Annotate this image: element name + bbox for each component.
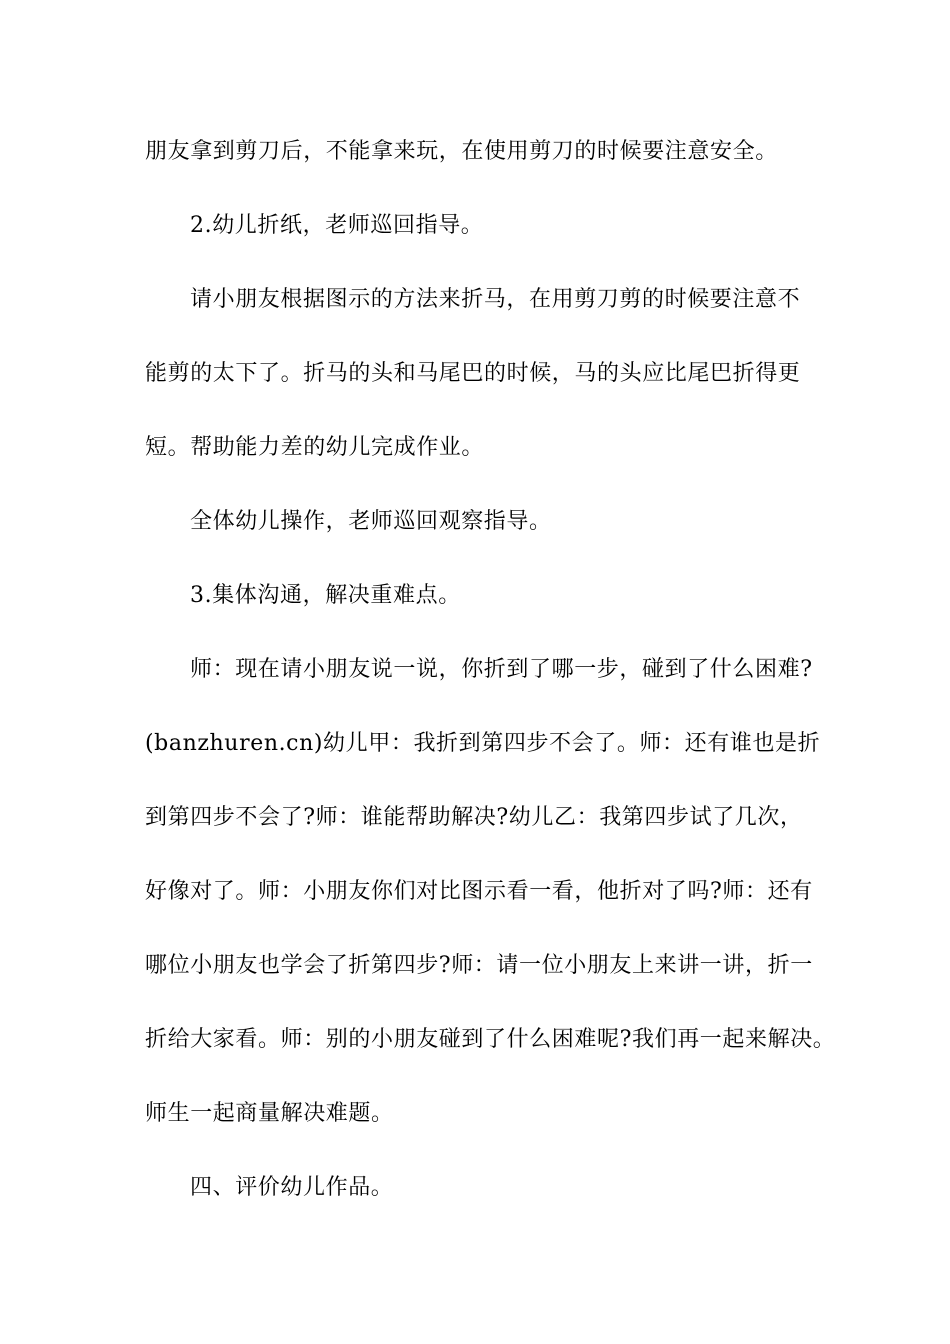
paragraph-line: 到第四步不会了?师：谁能帮助解决?幼儿乙：我第四步试了几次， bbox=[145, 805, 803, 830]
step-heading: 3.集体沟通，解决重难点。 bbox=[190, 583, 461, 608]
paragraph-line: 全体幼儿操作，老师巡回观察指导。 bbox=[190, 509, 552, 534]
paragraph-line: 请小朋友根据图示的方法来折马，在用剪刀剪的时候要注意不 bbox=[190, 287, 801, 312]
paragraph-line: 短。帮助能力差的幼儿完成作业。 bbox=[145, 435, 485, 460]
paragraph-line: 师生一起商量解决难题。 bbox=[145, 1101, 394, 1126]
paragraph-line: 折给大家看。师：别的小朋友碰到了什么困难呢?我们再一起来解决。 bbox=[145, 1027, 836, 1052]
paragraph-line: 朋友拿到剪刀后，不能拿来玩，在使用剪刀的时候要注意安全。 bbox=[145, 139, 778, 164]
paragraph-line: 师：现在请小朋友说一说，你折到了哪一步，碰到了什么困难? bbox=[190, 657, 813, 682]
paragraph-line: 好像对了。师：小朋友你们对比图示看一看，他折对了吗?师：还有 bbox=[145, 879, 813, 904]
paragraph-line: 能剪的太下了。折马的头和马尾巴的时候，马的头应比尾巴折得更 bbox=[145, 361, 801, 386]
step-heading: 2.幼儿折纸，老师巡回指导。 bbox=[190, 213, 484, 238]
paragraph-line: 哪位小朋友也学会了折第四步?师：请一位小朋友上来讲一讲，折一 bbox=[145, 953, 813, 978]
section-heading: 四、评价幼儿作品。 bbox=[190, 1175, 394, 1200]
paragraph-line: (banzhuren.cn)幼儿甲：我折到第四步不会了。师：还有谁也是折 bbox=[145, 731, 821, 756]
